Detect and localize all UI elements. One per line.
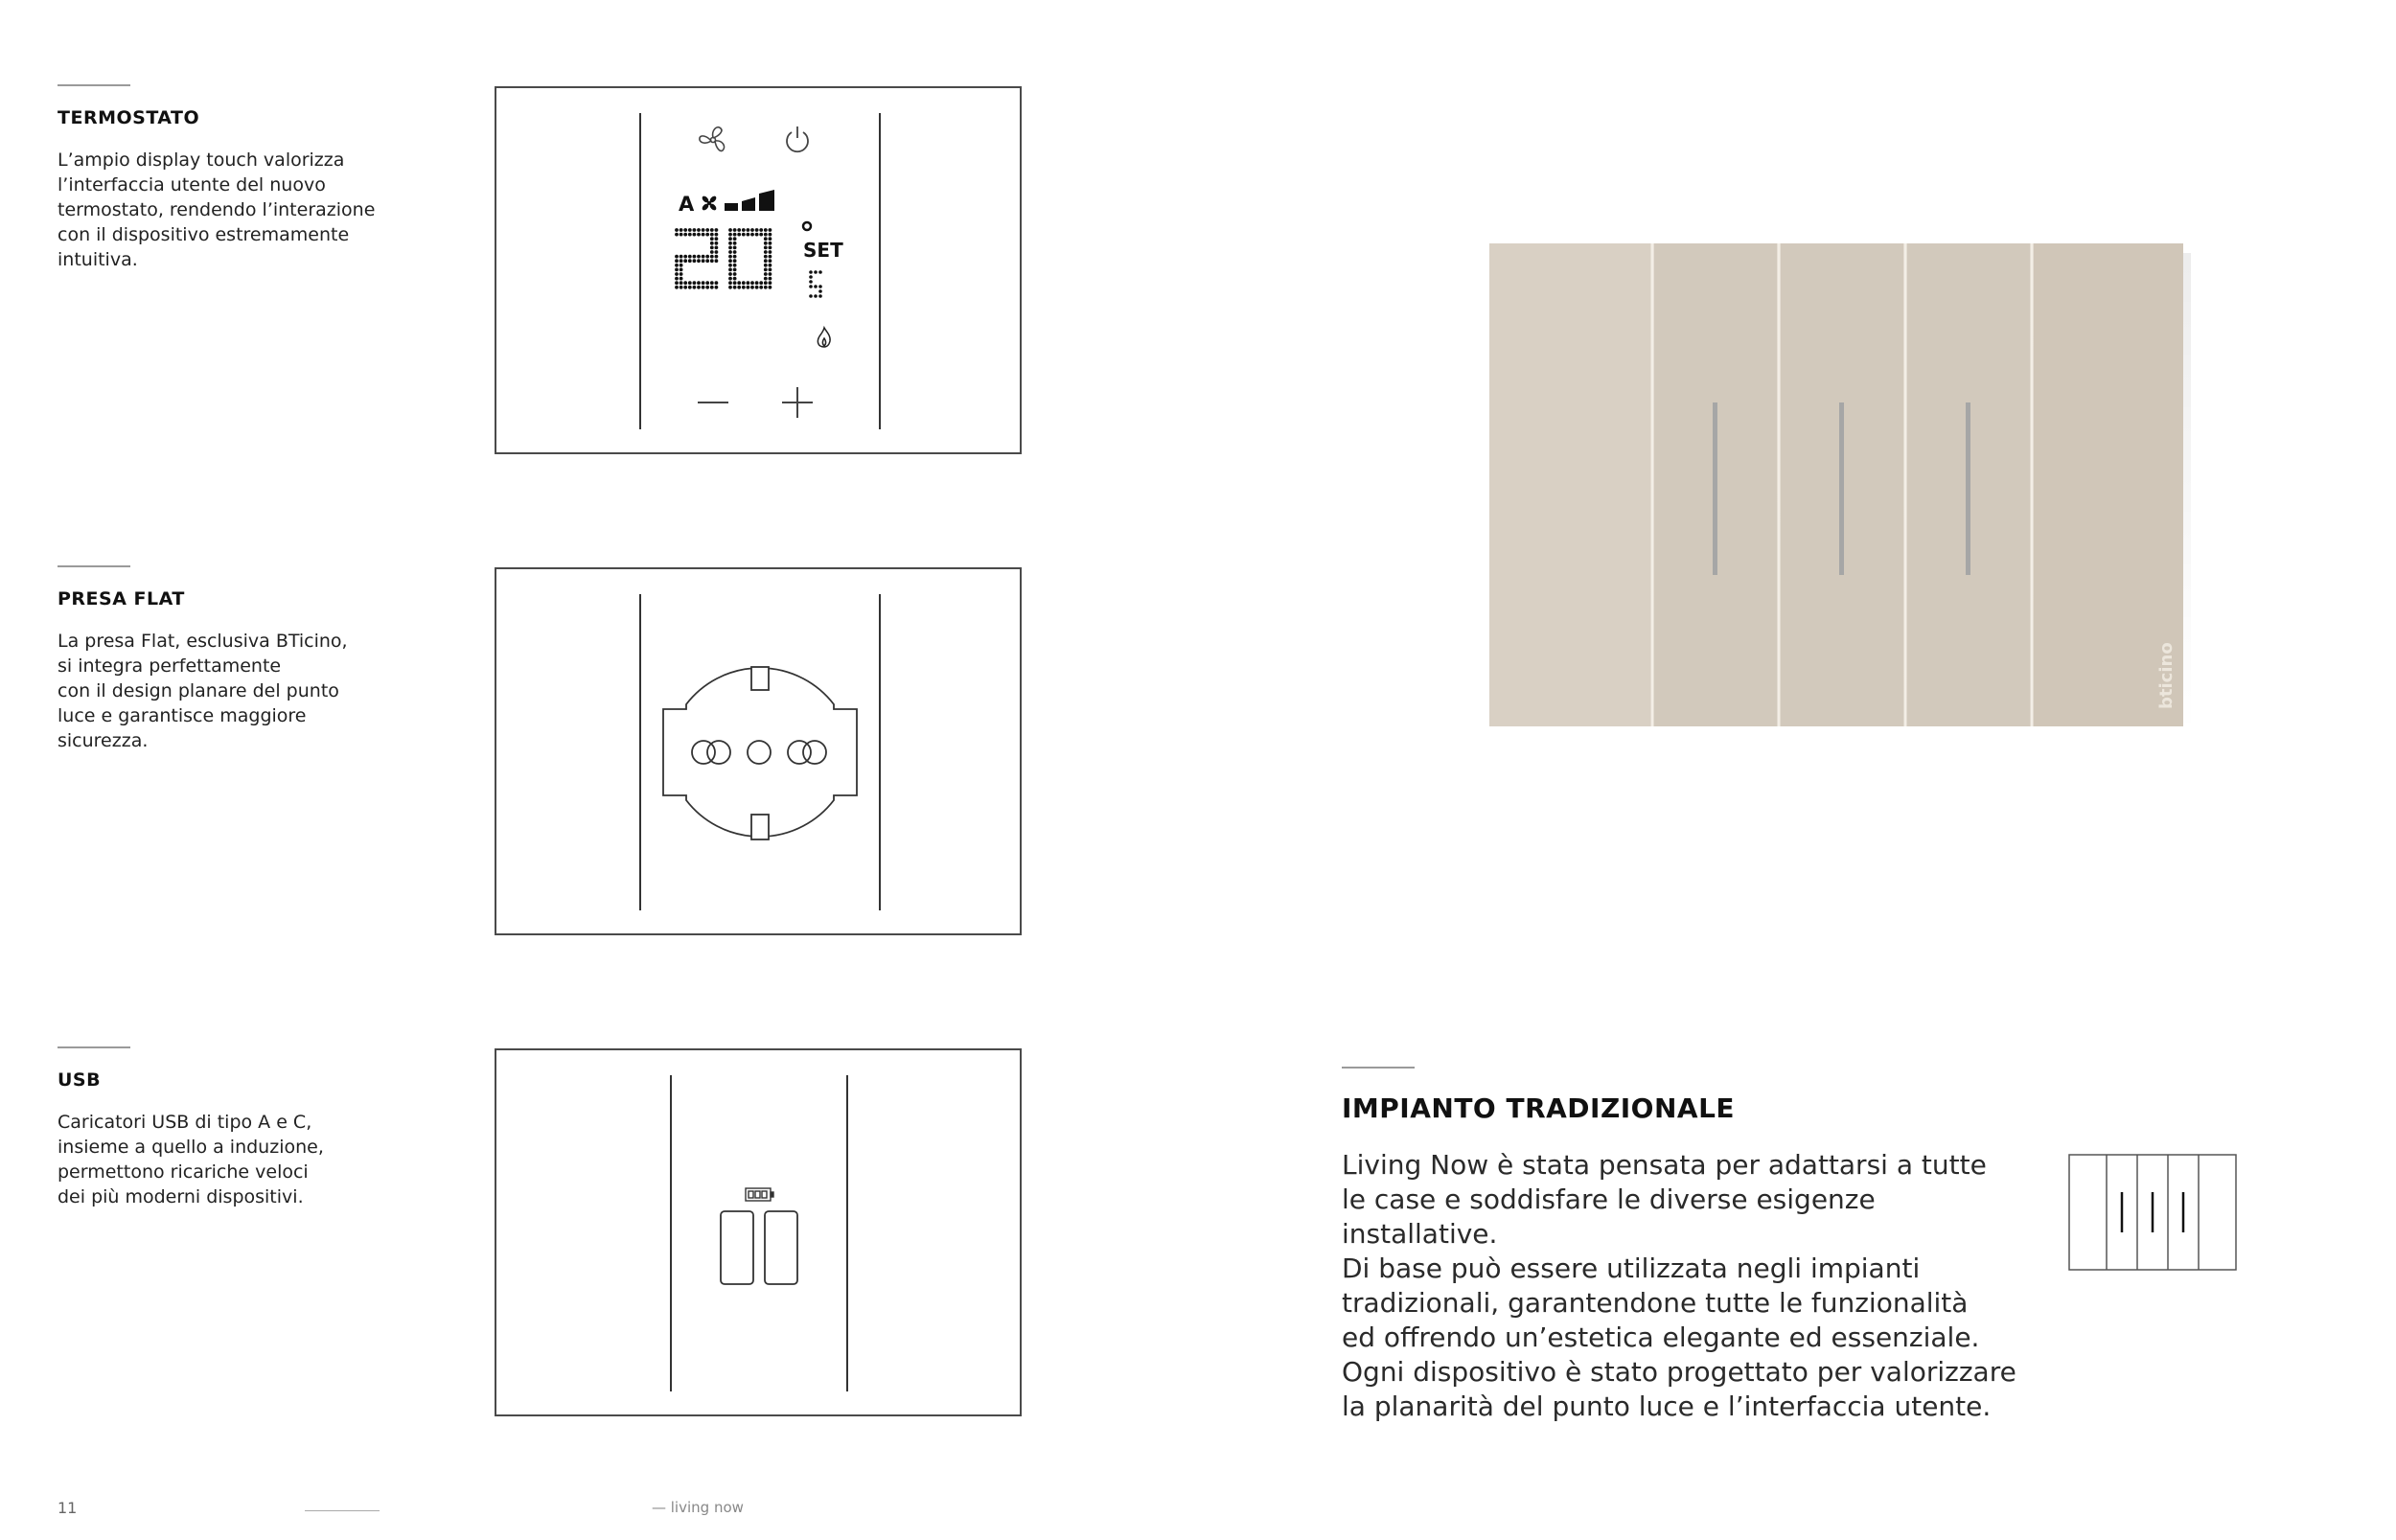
display-dot bbox=[742, 286, 746, 289]
brand-mark: bticino bbox=[2156, 642, 2177, 709]
celsius-dot bbox=[809, 280, 813, 284]
footer-brand: — living now bbox=[652, 1499, 744, 1516]
display-dot bbox=[683, 286, 687, 289]
display-dot bbox=[680, 228, 683, 232]
display-dot bbox=[683, 281, 687, 285]
display-dot bbox=[728, 255, 732, 259]
celsius-dot bbox=[809, 275, 813, 279]
display-dot bbox=[764, 228, 768, 232]
switch-plate-diagram bbox=[2068, 1154, 2237, 1271]
celsius-dot bbox=[818, 289, 822, 293]
display-dot bbox=[750, 228, 754, 232]
celsius-dot bbox=[818, 294, 822, 298]
display-dot bbox=[728, 268, 732, 272]
celsius-dot bbox=[809, 294, 813, 298]
display-dot bbox=[764, 237, 768, 241]
display-dot bbox=[728, 277, 732, 281]
display-dot bbox=[733, 281, 737, 285]
display-dot bbox=[759, 286, 763, 289]
display-dot bbox=[759, 228, 763, 232]
display-dot bbox=[702, 233, 705, 237]
small-fan-icon bbox=[701, 195, 717, 211]
display-dot bbox=[680, 277, 683, 281]
display-dot bbox=[728, 286, 732, 289]
section-title-termostato: TERMOSTATO bbox=[58, 107, 200, 128]
display-dot bbox=[764, 277, 768, 281]
display-dot bbox=[675, 264, 679, 267]
flame-icon bbox=[818, 328, 830, 347]
section-title-presa-flat: PRESA FLAT bbox=[58, 588, 185, 609]
fan-icon[interactable] bbox=[700, 127, 725, 151]
celsius-dot bbox=[818, 285, 822, 288]
display-dot bbox=[747, 286, 750, 289]
footer-rule bbox=[305, 1510, 380, 1511]
celsius-dot bbox=[814, 270, 818, 274]
display-dot bbox=[733, 241, 737, 245]
display-dot bbox=[728, 237, 732, 241]
display-dot bbox=[769, 250, 772, 254]
display-dot bbox=[747, 228, 750, 232]
display-dot bbox=[680, 286, 683, 289]
display-dot bbox=[715, 228, 719, 232]
display-dot bbox=[693, 281, 697, 285]
display-dot bbox=[710, 255, 714, 259]
section-body-usb: Caricatori USB di tipo A e C, insieme a quello a induzione, permettono ricariche veloci dei più moderni dispositivi. bbox=[58, 1112, 324, 1207]
display-dot bbox=[680, 233, 683, 237]
display-dot bbox=[764, 246, 768, 250]
display-dot bbox=[680, 272, 683, 276]
display-dot bbox=[733, 286, 737, 289]
display-dot bbox=[750, 286, 754, 289]
usb-port-icon[interactable] bbox=[721, 1211, 797, 1284]
display-dot bbox=[710, 241, 714, 245]
section-rule bbox=[58, 565, 130, 567]
display-dot bbox=[764, 268, 768, 272]
display-dot bbox=[688, 255, 692, 259]
page-number: 11 bbox=[58, 1499, 78, 1517]
display-dot bbox=[728, 250, 732, 254]
display-dot bbox=[737, 233, 741, 237]
display-dot bbox=[715, 281, 719, 285]
display-dot bbox=[710, 286, 714, 289]
display-dot bbox=[737, 281, 741, 285]
set-label: SET bbox=[803, 239, 843, 262]
section-title-usb: USB bbox=[58, 1069, 102, 1091]
display-dot bbox=[693, 286, 697, 289]
display-dot bbox=[728, 259, 732, 263]
display-dot bbox=[737, 286, 741, 289]
display-dot bbox=[680, 264, 683, 267]
display-dot bbox=[697, 281, 701, 285]
battery-icon bbox=[746, 1188, 773, 1201]
plus-icon[interactable] bbox=[782, 387, 813, 418]
section-body-termostato: L’ampio display touch valorizza l’interfaccia utente del nuovo termostato, rendendo l’interazione con il dispositivo estremamente intuitiva. bbox=[58, 149, 376, 270]
display-dot bbox=[769, 246, 772, 250]
socket-diagram bbox=[495, 567, 1022, 935]
display-dot bbox=[683, 259, 687, 263]
display-dot bbox=[728, 264, 732, 267]
display-dot bbox=[769, 233, 772, 237]
display-dot bbox=[728, 272, 732, 276]
display-dot bbox=[693, 255, 697, 259]
display-dot bbox=[715, 250, 719, 254]
display-dot bbox=[769, 277, 772, 281]
display-dot bbox=[710, 250, 714, 254]
section-rule bbox=[58, 1046, 130, 1048]
display-dot bbox=[769, 264, 772, 267]
display-dot bbox=[733, 264, 737, 267]
display-dot bbox=[702, 228, 705, 232]
display-dot bbox=[764, 233, 768, 237]
display-dot bbox=[705, 286, 709, 289]
display-dot bbox=[715, 246, 719, 250]
display-dot bbox=[742, 228, 746, 232]
display-dot bbox=[742, 233, 746, 237]
display-dot bbox=[675, 277, 679, 281]
display-dot bbox=[697, 233, 701, 237]
section-body-presa-flat: La presa Flat, esclusiva BTicino, si integra perfettamente con il design planare del punto luce e garantisce maggiore sicurezza. bbox=[58, 631, 348, 751]
display-dot bbox=[675, 255, 679, 259]
thermostat-diagram bbox=[495, 86, 1022, 454]
display-dot bbox=[733, 237, 737, 241]
display-dot bbox=[710, 259, 714, 263]
display-dot bbox=[705, 281, 709, 285]
display-dot bbox=[769, 228, 772, 232]
celsius-dot bbox=[814, 294, 818, 298]
display-dot bbox=[680, 281, 683, 285]
display-dot bbox=[715, 241, 719, 245]
display-dot bbox=[702, 281, 705, 285]
display-dot bbox=[728, 246, 732, 250]
display-dot bbox=[702, 255, 705, 259]
display-dot bbox=[683, 255, 687, 259]
display-dot bbox=[683, 228, 687, 232]
display-dot bbox=[710, 233, 714, 237]
display-dot bbox=[733, 250, 737, 254]
display-dot bbox=[733, 277, 737, 281]
display-dot bbox=[693, 233, 697, 237]
display-dot bbox=[755, 228, 759, 232]
display-dot bbox=[769, 237, 772, 241]
display-dot bbox=[697, 259, 701, 263]
display-dot bbox=[764, 259, 768, 263]
display-dot bbox=[737, 228, 741, 232]
usb-diagram bbox=[495, 1048, 1022, 1416]
display-dot bbox=[769, 272, 772, 276]
display-dot bbox=[728, 228, 732, 232]
display-dot bbox=[702, 286, 705, 289]
display-dot bbox=[675, 286, 679, 289]
impianto-rule bbox=[1342, 1067, 1415, 1069]
display-dot bbox=[693, 228, 697, 232]
celsius-dot bbox=[814, 285, 818, 288]
display-dot bbox=[675, 272, 679, 276]
display-dot bbox=[755, 286, 759, 289]
display-dot bbox=[715, 286, 719, 289]
display-dot bbox=[755, 281, 759, 285]
display-dot bbox=[688, 281, 692, 285]
impianto-title: IMPIANTO TRADIZIONALE bbox=[1342, 1092, 1736, 1124]
display-dot bbox=[702, 259, 705, 263]
display-dot bbox=[764, 281, 768, 285]
display-dot bbox=[680, 255, 683, 259]
display-dot bbox=[733, 228, 737, 232]
display-dot bbox=[742, 281, 746, 285]
impianto-body: Living Now è stata pensata per adattarsi a tutte le case e soddisfare le diverse esigenze installative. Di base può essere utilizzata negli impianti tradizionali, garantendone tutte le funzionalità ed offrendo un’estetica elegante ed essenziale. Ogni dispositivo è stato progettato per valorizzare la planarità del punto luce e l’interfaccia utente. bbox=[1342, 1149, 2016, 1422]
display-dot bbox=[705, 259, 709, 263]
display-dot bbox=[728, 233, 732, 237]
display-dot bbox=[750, 233, 754, 237]
display-dot bbox=[769, 259, 772, 263]
display-dot bbox=[705, 228, 709, 232]
celsius-dot bbox=[809, 285, 813, 288]
display-dot bbox=[747, 281, 750, 285]
display-dot bbox=[680, 268, 683, 272]
section-rule bbox=[58, 84, 130, 86]
display-dot bbox=[688, 259, 692, 263]
display-dot bbox=[728, 241, 732, 245]
temperature-readout: 20 bbox=[496, 88, 498, 89]
signal-bars-icon bbox=[725, 190, 774, 211]
display-dot bbox=[733, 246, 737, 250]
schuko-socket-icon[interactable] bbox=[663, 667, 857, 839]
temperature-dot-display bbox=[675, 228, 772, 289]
degree-symbol bbox=[803, 222, 811, 230]
display-dot bbox=[697, 286, 701, 289]
product-photo bbox=[1486, 240, 2195, 738]
power-icon[interactable] bbox=[787, 126, 808, 151]
display-dot bbox=[683, 233, 687, 237]
display-dot bbox=[715, 255, 719, 259]
display-dot bbox=[733, 255, 737, 259]
display-dot bbox=[733, 268, 737, 272]
display-dot bbox=[715, 237, 719, 241]
display-dot bbox=[675, 228, 679, 232]
display-dot bbox=[769, 255, 772, 259]
display-dot bbox=[759, 233, 763, 237]
celsius-dots bbox=[809, 270, 822, 298]
display-dot bbox=[733, 272, 737, 276]
display-dot bbox=[764, 264, 768, 267]
display-dot bbox=[693, 259, 697, 263]
display-dot bbox=[728, 281, 732, 285]
display-dot bbox=[710, 237, 714, 241]
display-dot bbox=[688, 286, 692, 289]
display-dot bbox=[750, 281, 754, 285]
mode-letter: A bbox=[679, 193, 695, 216]
display-dot bbox=[697, 255, 701, 259]
display-dot bbox=[688, 233, 692, 237]
display-dot bbox=[769, 286, 772, 289]
display-dot bbox=[747, 233, 750, 237]
display-dot bbox=[764, 286, 768, 289]
display-dot bbox=[697, 228, 701, 232]
display-dot bbox=[715, 259, 719, 263]
display-dot bbox=[733, 233, 737, 237]
display-dot bbox=[733, 259, 737, 263]
display-dot bbox=[764, 241, 768, 245]
display-dot bbox=[675, 233, 679, 237]
display-dot bbox=[710, 228, 714, 232]
display-dot bbox=[675, 259, 679, 263]
display-dot bbox=[764, 250, 768, 254]
display-dot bbox=[710, 246, 714, 250]
display-dot bbox=[769, 241, 772, 245]
display-dot bbox=[764, 272, 768, 276]
display-dot bbox=[710, 281, 714, 285]
display-dot bbox=[769, 268, 772, 272]
display-dot bbox=[688, 228, 692, 232]
display-dot bbox=[755, 233, 759, 237]
display-dot bbox=[764, 255, 768, 259]
display-dot bbox=[715, 233, 719, 237]
display-dot bbox=[759, 281, 763, 285]
display-dot bbox=[769, 281, 772, 285]
celsius-dot bbox=[809, 270, 813, 274]
display-dot bbox=[705, 233, 709, 237]
display-dot bbox=[675, 281, 679, 285]
display-dot bbox=[705, 255, 709, 259]
celsius-dot bbox=[818, 270, 822, 274]
display-dot bbox=[680, 259, 683, 263]
display-dot bbox=[675, 268, 679, 272]
